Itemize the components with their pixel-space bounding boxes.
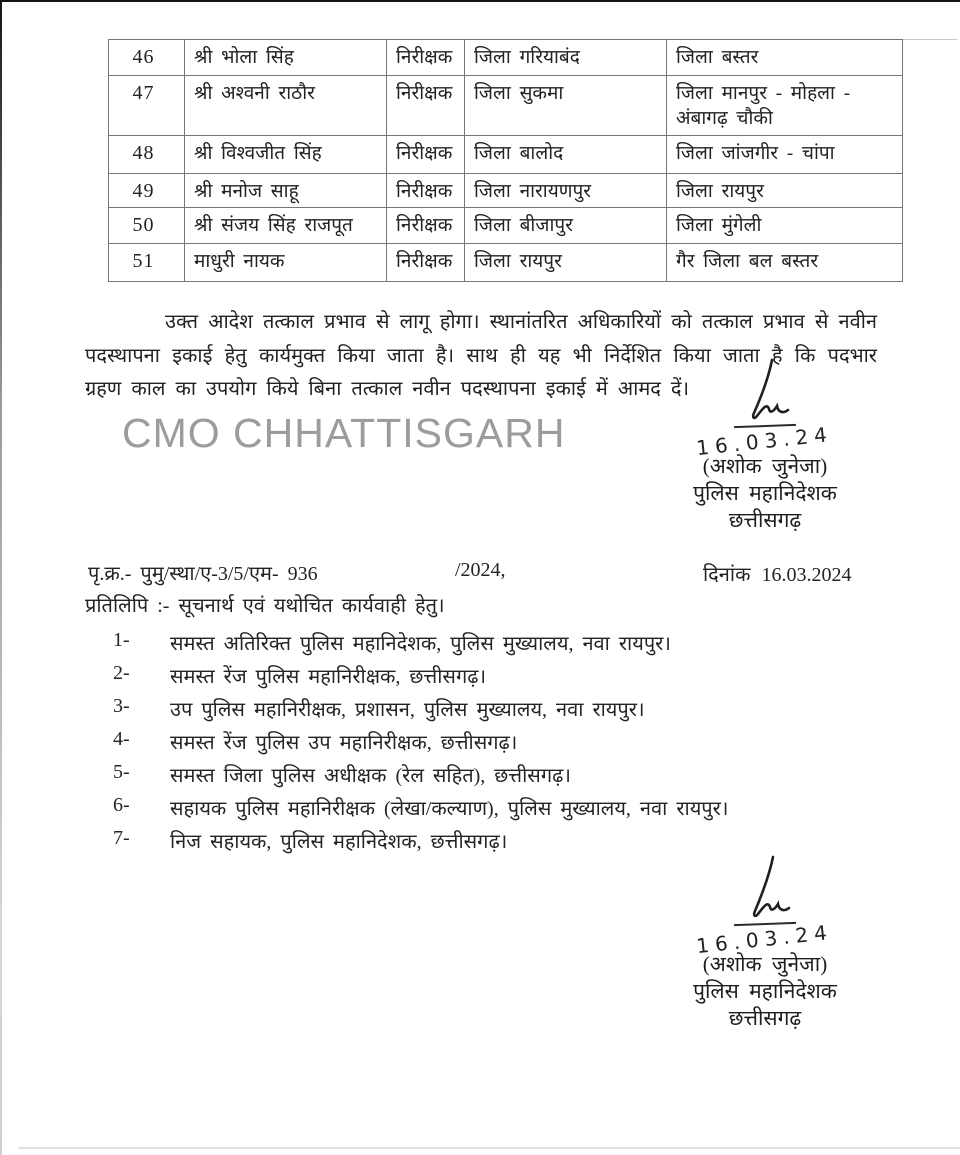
table-row [109, 136, 903, 174]
table-row [109, 208, 903, 244]
distribution-number: 6- [113, 794, 130, 816]
cell-from-district: जिला रायपुर [465, 244, 667, 282]
signatory-title: पुलिस महानिदेशक [693, 979, 837, 1003]
distribution-text: समस्त रेंज पुलिस महानिरीक्षक, छत्तीसगढ़। [170, 666, 487, 688]
distribution-text: समस्त अतिरिक्त पुलिस महानिदेशक, पुलिस मुख्यालय, नवा रायपुर। [170, 633, 671, 655]
cell-to-district: जिला मुंगेली [667, 208, 903, 244]
copy-to-heading: प्रतिलिपि :- सूचनार्थ एवं यथोचित कार्यवाही हेतु। [85, 595, 445, 617]
table-row [109, 76, 903, 136]
cell-designation: निरीक्षक [387, 174, 465, 208]
table-row [109, 174, 903, 208]
signature-mark-icon [726, 853, 804, 927]
cell-to-district: जिला मानपुर - मोहला - अंबागढ़ चौकी [667, 76, 903, 136]
distribution-text: समस्त रेंज पुलिस उप महानिरीक्षक, छत्तीसगढ़। [170, 732, 518, 754]
cell-serial: 50 [109, 208, 185, 244]
distribution-number: 3- [113, 695, 130, 717]
cell-name: श्री अश्वनी राठौर [185, 76, 387, 136]
distribution-number: 4- [113, 728, 130, 750]
signatory-name: (अशोक जुनेजा) [702, 454, 828, 478]
cell-name: माधुरी नायक [185, 244, 387, 282]
transfer-table [108, 39, 903, 282]
reference-date: दिनांक 16.03.2024 [703, 564, 852, 586]
distribution-text: सहायक पुलिस महानिरीक्षक (लेखा/कल्याण), पुलिस मुख्यालय, नवा रायपुर। [170, 798, 729, 820]
signature-block-bottom [640, 853, 890, 1032]
signatory-name: (अशोक जुनेजा) [702, 952, 828, 976]
distribution-item [0, 794, 960, 824]
cell-from-district: जिला नारायणपुर [465, 174, 667, 208]
cell-from-district: जिला बालोद [465, 136, 667, 174]
cell-serial: 47 [109, 76, 185, 136]
cell-designation: निरीक्षक [387, 40, 465, 76]
cell-from-district: जिला सुकमा [465, 76, 667, 136]
cell-to-district: जिला बस्तर [667, 40, 903, 76]
distribution-text: समस्त जिला पुलिस अधीक्षक (रेल सहित), छत्तीसगढ़। [170, 765, 571, 787]
cell-from-district: जिला गरियाबंद [465, 40, 667, 76]
order-paragraph: उक्त आदेश तत्काल प्रभाव से लागू होगा। स्थानांतरित अधिकारियों को तत्काल प्रभाव से नवीन पदस्थापना इकाई हेतु कार्यमुक्त किया जाता है। साथ ही यह भी निर्देशित किया जाता है कि पदभार ग्रहण काल का उपयोग किये बिना तत्काल नवीन पदस्थापना इकाई में आमद दें। [85, 311, 877, 400]
table-row [109, 244, 903, 282]
distribution-item [0, 761, 960, 791]
cell-to-district: गैर जिला बल बस्तर [667, 244, 903, 282]
distribution-text: निज सहायक, पुलिस महानिदेशक, छत्तीसगढ़। [170, 831, 508, 853]
cell-to-district: जिला रायपुर [667, 174, 903, 208]
distribution-number: 1- [113, 629, 130, 651]
distribution-text: उप पुलिस महानिरीक्षक, प्रशासन, पुलिस मुख्यालय, नवा रायपुर। [170, 699, 645, 721]
signatory-title: पुलिस महानिदेशक [693, 481, 837, 505]
distribution-item [0, 728, 960, 758]
cell-designation: निरीक्षक [387, 76, 465, 136]
cell-name: श्री भोला सिंह [185, 40, 387, 76]
cell-name: श्री संजय सिंह राजपूत [185, 208, 387, 244]
handwritten-date: 16.03.24 [695, 421, 835, 461]
cell-designation: निरीक्षक [387, 136, 465, 174]
distribution-item [0, 662, 960, 692]
table-row [109, 40, 903, 76]
distribution-item [0, 629, 960, 659]
cell-to-district: जिला जांजगीर - चांपा [667, 136, 903, 174]
cell-name: श्री मनोज साहू [185, 174, 387, 208]
cell-designation: निरीक्षक [387, 244, 465, 282]
cell-name: श्री विश्वजीत सिंह [185, 136, 387, 174]
distribution-number: 5- [113, 761, 130, 783]
cell-serial: 48 [109, 136, 185, 174]
watermark-text: CMO CHHATTISGARH [122, 410, 566, 456]
distribution-item [0, 695, 960, 725]
signature-block-top [640, 357, 890, 534]
signatory-region: छत्तीसगढ़ [728, 1006, 802, 1030]
scan-top-edge-line [0, 0, 960, 2]
scan-line-artifact [900, 39, 957, 40]
reference-number: पृ.क्र.- पुमु/स्था/ए-3/5/एम- 936 [88, 563, 318, 585]
distribution-number: 7- [113, 827, 130, 849]
distribution-number: 2- [113, 662, 130, 684]
cell-serial: 46 [109, 40, 185, 76]
cell-from-district: जिला बीजापुर [465, 208, 667, 244]
scan-bottom-edge-line [18, 1147, 960, 1149]
handwritten-date: 16.03.24 [695, 919, 835, 959]
reference-year: /2024, [455, 559, 506, 581]
cell-designation: निरीक्षक [387, 208, 465, 244]
signature-mark-icon [726, 357, 804, 429]
cell-serial: 51 [109, 244, 185, 282]
cell-serial: 49 [109, 174, 185, 208]
scan-left-edge-line [0, 0, 2, 1155]
signatory-region: छत्तीसगढ़ [728, 508, 802, 532]
